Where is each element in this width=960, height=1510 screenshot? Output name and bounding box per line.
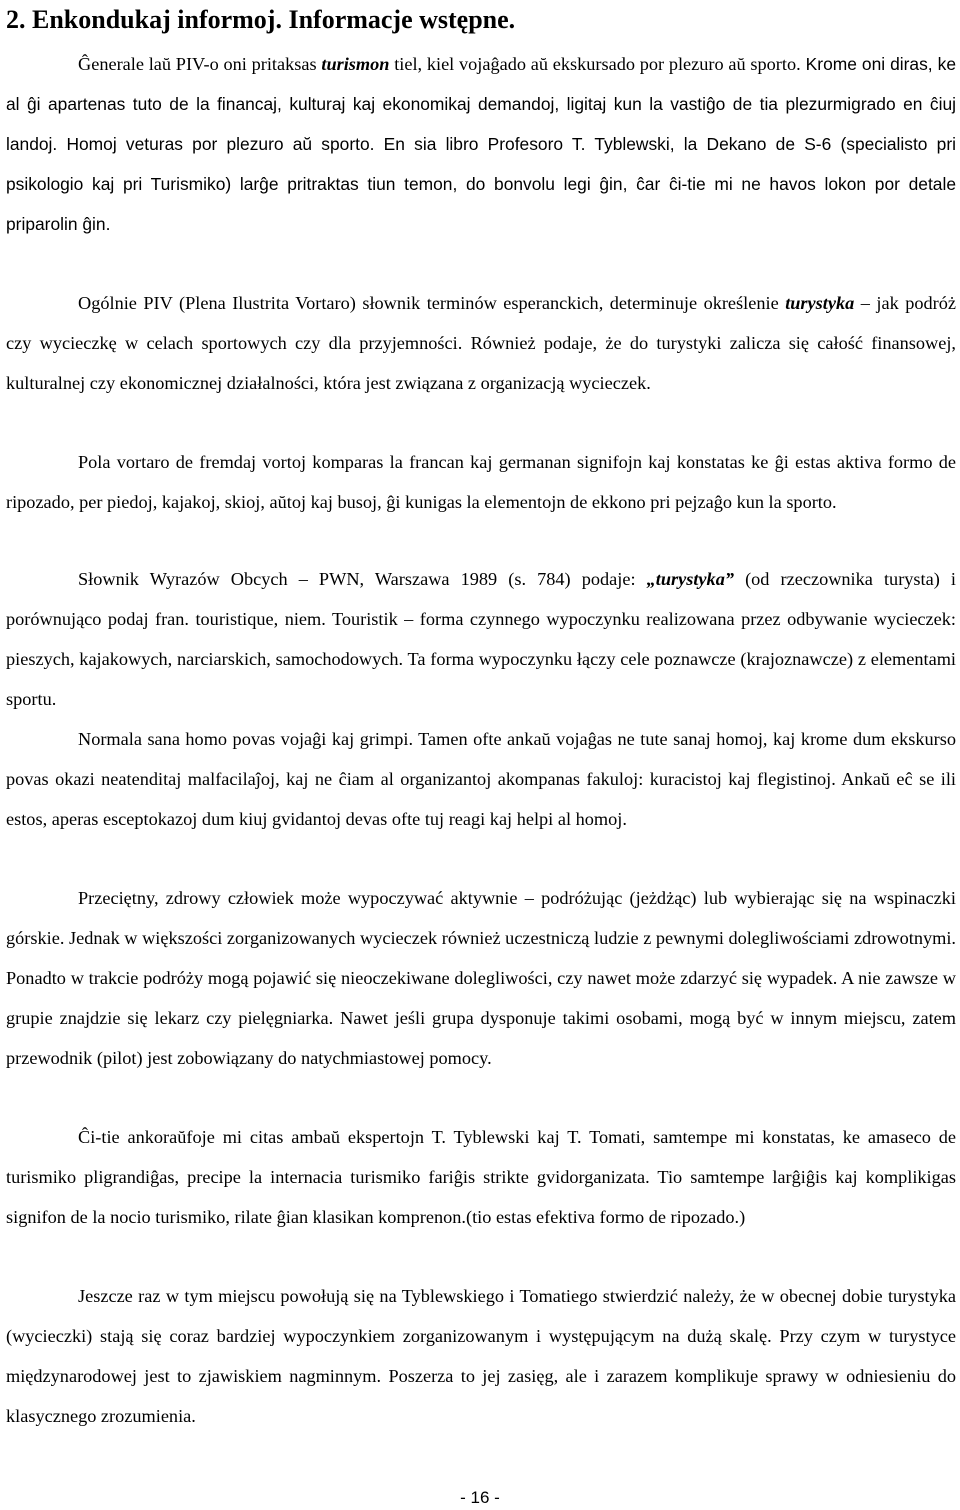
paragraph-polish-3: Przeciętny, zdrowy człowiek może wypoczywać aktywnie – podróżując (jeżdżąc) lub wybierając się na wspinaczki górskie. Jednak w większości zorganizowanych wycieczek również uczestniczą ludzie z pewnymi dolegliwościami zdrowotnymi. Ponadto w trakcie podróży mogą pojawić się nieoczekiwane dolegliwości, czy nawet może zdarzyć się wypadek. A nie zawsze w grupie znajdzie się lekarz czy pielęgniarka. Nawet jeśli grupa dysponuje takimi osobami, mogą być w innym miejscu, zatem przewodnik (pilot) jest zobowiązany do natychmiastowej pomocy. [6, 888, 956, 1068]
paragraph-polish-2: Słownik Wyrazów Obcych – PWN, Warszawa 1989 (s. 784) podaje: „turystyka” (od rzeczownika turysta) i porównująco podaj fran. touristique, niem. Touristik – forma czynnego wypoczynku realizowana przez odbywanie wycieczek: pieszych, kajakowych, narciarskich, samochodowych. Ta forma wypoczynku łączy cele poznawcze (krajoznawcze) z elementami sportu. [6, 569, 956, 709]
page-number: - 16 - [460, 1488, 500, 1507]
term-turystyka-quoted: „turystyka” [646, 569, 734, 589]
paragraph-polish-4: Jeszcze raz w tym miejscu powołują się na Tyblewskiego i Tomatiego stwierdzić należy, że w obecnej dobie turystyka (wycieczki) stają się coraz bardziej wypoczynkiem zorganizowanym i występującym na dużą skalę. Przy czym w turystyce międzynarodowej jest to zjawiskiem nagminnym. Poszerza to jej zasięg, ale i zarazem komplikuje sprawy w odniesieniu do klasycznego zrozumienia. [6, 1286, 956, 1426]
section-heading: 2. Enkondukaj informoj. Informacje wstępne. [6, 5, 516, 34]
paragraph-esperanto-1: Ĝenerale laŭ PIV-o oni pritaksas turismon tiel, kiel vojaĝado aŭ ekskursado por plezuro aŭ sporto. Krome oni diras, ke al ĝi apartenas tuto de la financaj, kulturaj kaj ekonomikaj demandoj, ligitaj kun la vastiĝo de tia plezurmigrado en ĉiuj landoj. Homoj veturas por plezuro aŭ sporto. En sia libro Profesoro T. Tyblewski, la Dekano de S-6 (specialisto pri psikologio kaj pri Turismiko) larĝe pritraktas tiun temon, do bonvolu legi ĝin, ĉar ĉi-tie mi ne havos lokon por detale priparolin ĝin. [6, 54, 956, 234]
term-turismon: turismon [321, 54, 390, 74]
term-turystyka: turystyka [785, 293, 855, 313]
paragraph-esperanto-4: Ĉi-tie ankoraŭfoje mi citas ambaŭ ekspertojn T. Tyblewski kaj T. Tomati, samtempe mi konstatas, ke amaseco de turismiko pligrandiĝas, precipe la internacia turismiko fariĝis strikte gvidorganizata. Tio samtempe larĝiĝis kaj komplikigas signifon de la nocio turismiko, rilate ĝian klasikan komprenon.(tio estas efektiva formo de ripozado.) [6, 1127, 956, 1227]
paragraph-esperanto-3: Normala sana homo povas vojaĝi kaj grimpi. Tamen ofte ankaŭ vojaĝas ne tute sanaj homoj, kaj krome dum ekskurso povas okazi neatenditaj malfacilaĵoj, kaj ne ĉiam al organizantoj akompanas fakuloj: kuracistoj kaj flegistinoj. Ankaŭ eĉ se ili estos, aperas esceptokazoj dum kiuj gvidantoj devas ofte tuj reagi kaj helpi al homoj. [6, 729, 956, 829]
paragraph-polish-1: Ogólnie PIV (Plena Ilustrita Vortaro) słownik terminów esperanckich, determinuje określenie turystyka – jak podróż czy wycieczkę w celach sportowych czy dla przyjemności. Również podaje, że do turystyki zalicza się całość finansowej, kulturalnej czy ekonomicznej działalności, która jest związana z organizacją wycieczek. [6, 293, 956, 393]
paragraph-esperanto-2: Pola vortaro de fremdaj vortoj komparas la francan kaj germanan signifojn kaj konstatas ke ĝi estas aktiva formo de ripozado, per piedoj, kajakoj, skioj, aŭtoj kaj busoj, ĝi kunigas la elementojn de ekkono pri pejzaĝo kun la sporto. [6, 452, 956, 512]
